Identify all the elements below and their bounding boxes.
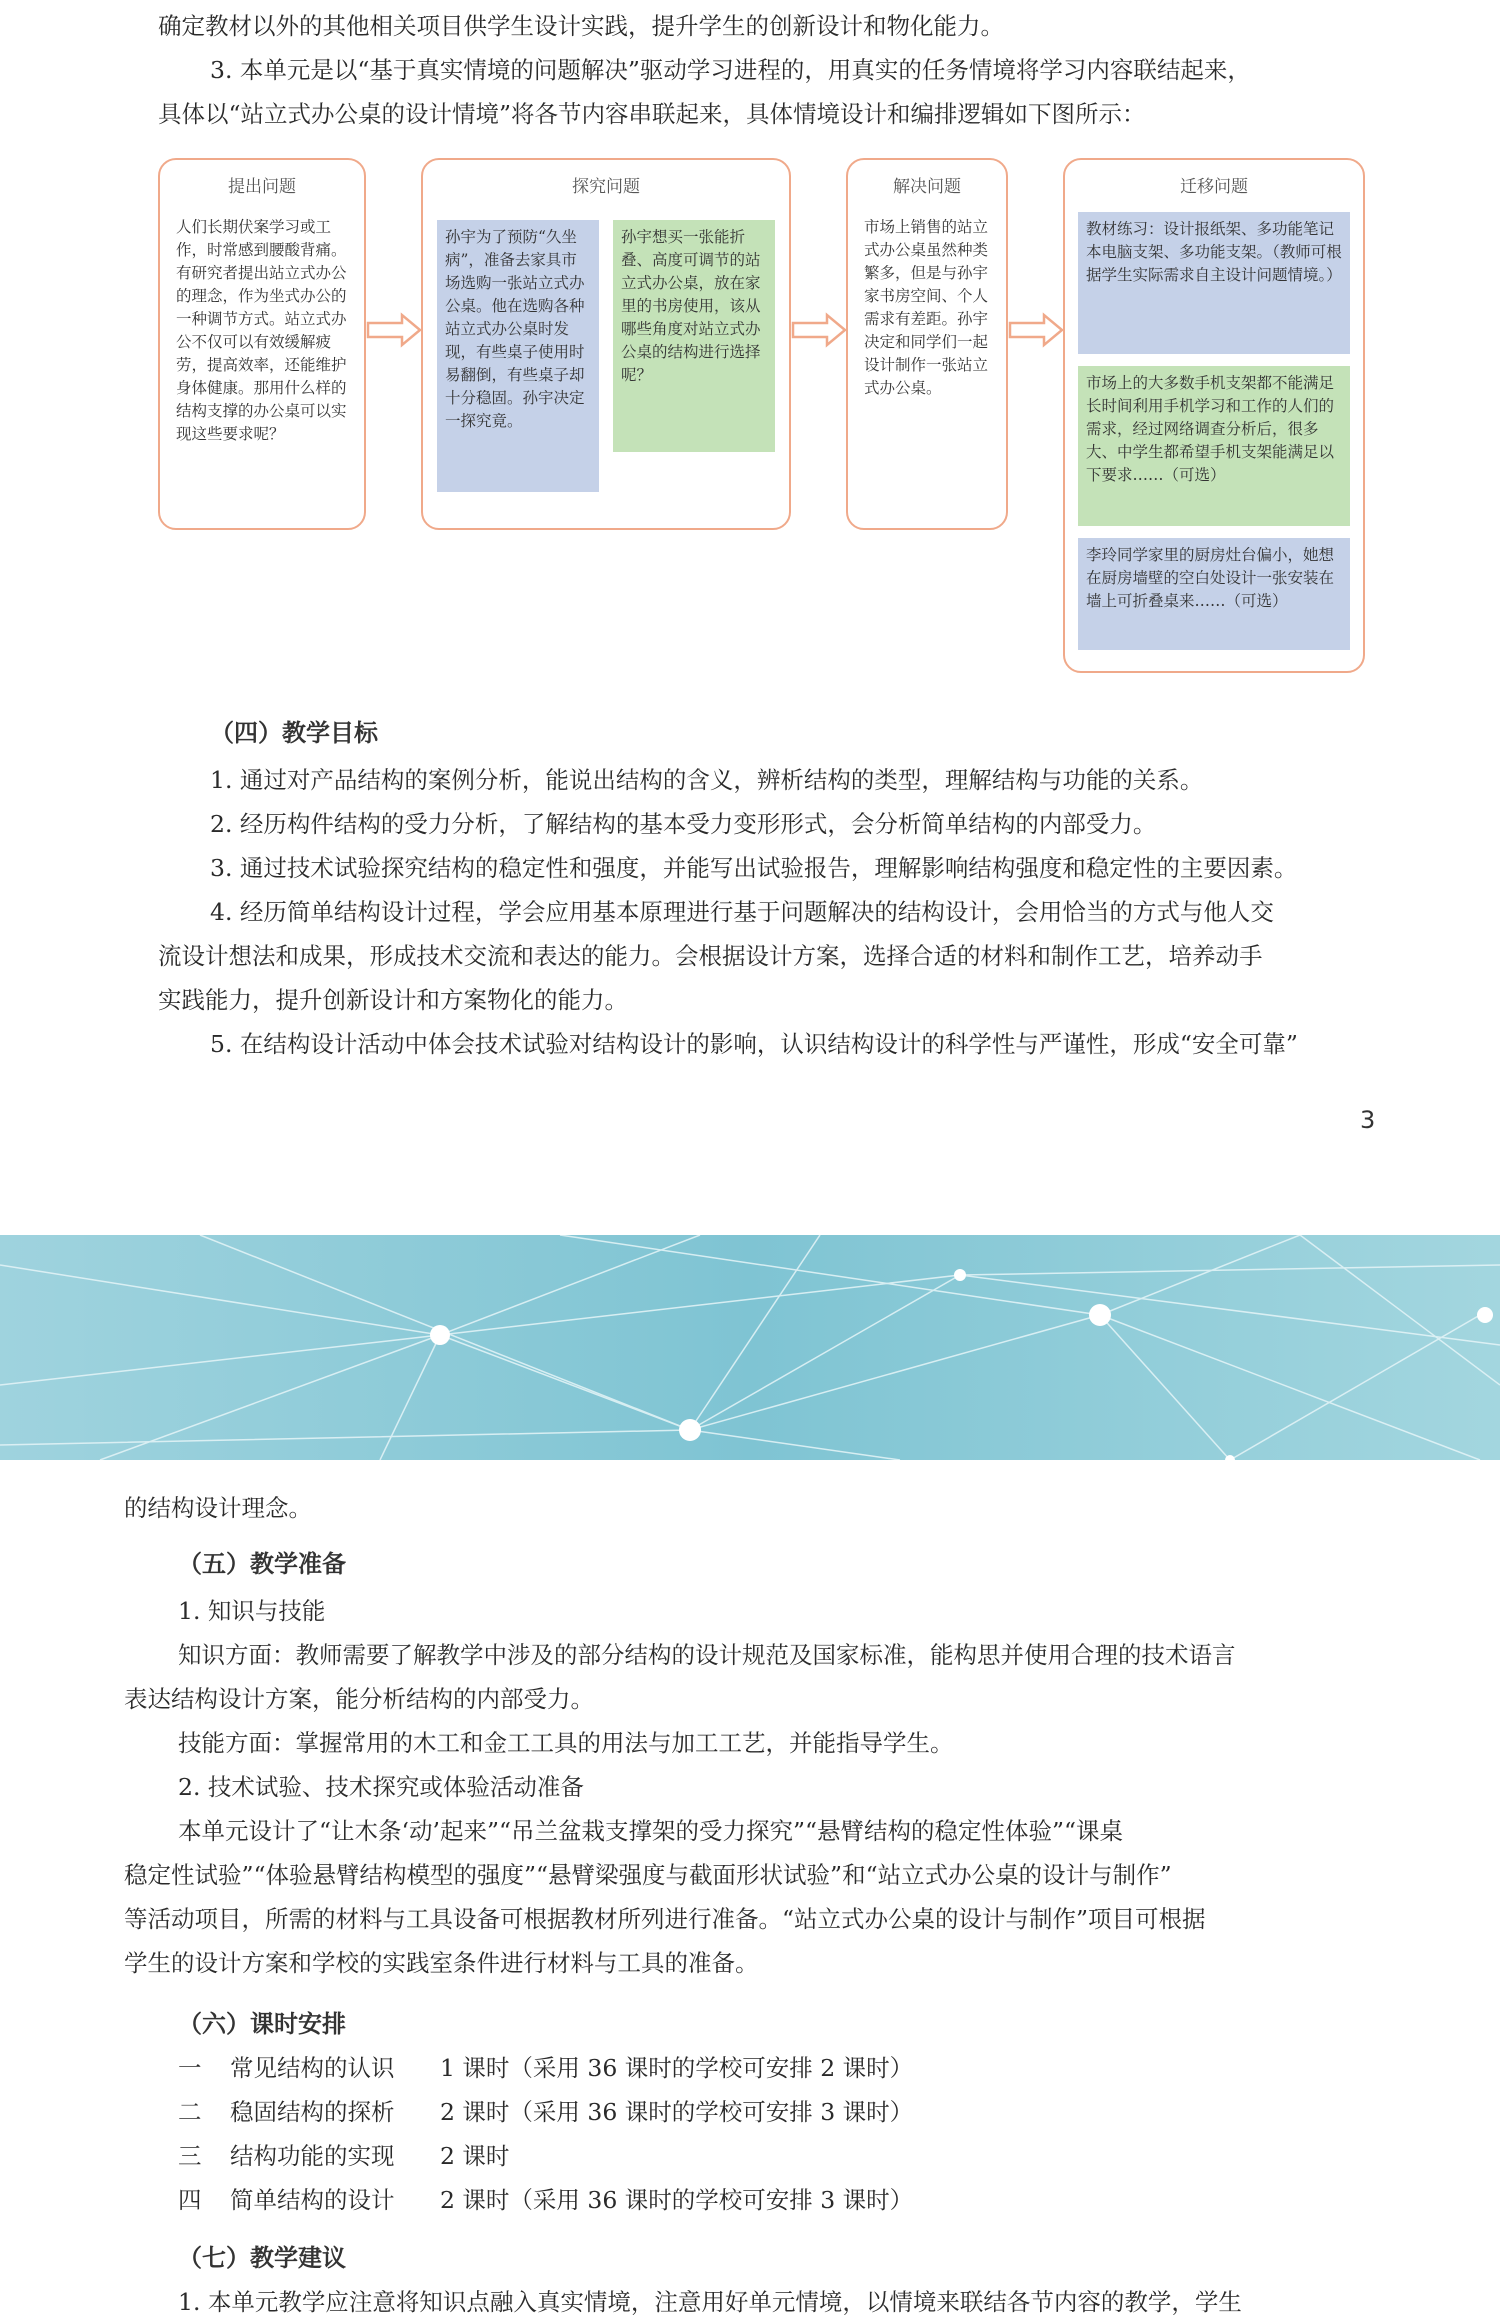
section-heading: （四）教学目标 xyxy=(210,719,378,747)
paragraph-line: 流设计想法和成果，形成技术交流和表达的能力。会根据设计方案，选择合适的材料和制作工艺，培养动手 xyxy=(158,942,1263,970)
paragraph-line: 技能方面：掌握常用的木工和金工工具的用法与加工工艺，并能指导学生。 xyxy=(178,1729,954,1757)
section-heading: （七）教学建议 xyxy=(178,2244,346,2272)
paragraph-line: 实践能力，提升创新设计和方案物化的能力。 xyxy=(158,986,628,1014)
stage-transfer-problem xyxy=(1063,158,1365,673)
schedule-time: 2 课时（采用 36 课时的学校可安排 3 课时） xyxy=(440,2098,914,2126)
schedule-row xyxy=(178,2138,509,2174)
schedule-num: 三 xyxy=(178,2142,202,2170)
schedule-num: 四 xyxy=(178,2186,202,2214)
paragraph-line: 知识方面：教师需要了解教学中涉及的部分结构的设计规范及国家标准，能构思并使用合理的技术语言 xyxy=(178,1641,1236,1669)
schedule-num: 一 xyxy=(178,2054,202,2082)
paragraph-line: 表达结构设计方案，能分析结构的内部受力。 xyxy=(124,1685,594,1713)
page-number: 3 xyxy=(1360,1106,1376,1134)
paragraph-line: 的结构设计理念。 xyxy=(124,1494,312,1522)
section-heading: （五）教学准备 xyxy=(178,1550,346,1578)
paragraph-line: 2. 技术试验、技术探究或体验活动准备 xyxy=(178,1773,584,1801)
stage-title: 解决问题 xyxy=(893,177,961,197)
section-heading: （六）课时安排 xyxy=(178,2010,346,2038)
paragraph-line: 具体以“站立式办公桌的设计情境”将各节内容串联起来，具体情境设计和编排逻辑如下图所示： xyxy=(158,100,1146,128)
scenario-box-blue: 李玲同学家里的厨房灶台偏小，她想在厨房墙壁的空白处设计一张安装在墙上可折叠桌来……（可选） xyxy=(1078,538,1350,650)
scenario-box-blue: 教材练习：设计报纸架、多功能笔记本电脑支架、多功能支架。（教师可根据学生实际需求自主设计问题情境。） xyxy=(1078,212,1350,354)
schedule-name: 简单结构的设计 xyxy=(230,2186,395,2214)
stage-title: 迁移问题 xyxy=(1180,177,1248,197)
paragraph-line: 2. 经历构件结构的受力分析，了解结构的基本受力变形形式，会分析简单结构的内部受力。 xyxy=(210,810,1157,838)
stage-title: 探究问题 xyxy=(572,177,640,197)
schedule-time: 2 课时（采用 36 课时的学校可安排 3 课时） xyxy=(440,2186,914,2214)
paragraph-line: 1. 知识与技能 xyxy=(178,1597,326,1625)
schedule-name: 稳固结构的探析 xyxy=(230,2098,395,2126)
schedule-name: 结构功能的实现 xyxy=(230,2142,395,2170)
schedule-row xyxy=(178,2182,913,2218)
scenario-box-blue: 孙宇为了预防“久坐病”，准备去家具市场选购一张站立式办公桌。他在选购各种站立式办公桌时发现，有些桌子使用时易翻倒，有些桌子却十分稳固。孙宇决定一探究竟。 xyxy=(437,220,599,492)
stage-text: 人们长期伏案学习或工作，时常感到腰酸背痛。有研究者提出站立式办公的理念，作为坐式办公的一种调节方式。站立式办公不仅可以有效缓解疲劳，提高效率，还能维护身体健康。那用什么样的结构支撑的办公桌可以实现这些要求呢？ xyxy=(176,218,347,443)
schedule-num: 二 xyxy=(178,2098,202,2126)
paragraph-line: 4. 经历简单结构设计过程，学会应用基本原理进行基于问题解决的结构设计，会用恰当的方式与他人交 xyxy=(210,898,1274,926)
stage-raise-problem xyxy=(158,158,366,530)
arrow-right-icon xyxy=(366,312,422,348)
arrow-right-icon xyxy=(791,312,847,348)
scenario-box-green: 市场上的大多数手机支架都不能满足长时间利用手机学习和工作的人们的需求，经过网络调查分析后，很多大、中学生都希望手机支架能满足以下要求……（可选） xyxy=(1078,366,1350,526)
schedule-name: 常见结构的认识 xyxy=(230,2054,395,2082)
paragraph-line: 3. 通过技术试验探究结构的稳定性和强度，并能写出试验报告，理解影响结构强度和稳定性的主要因素。 xyxy=(210,854,1298,882)
stage-title: 提出问题 xyxy=(228,177,296,197)
schedule-row xyxy=(178,2050,913,2086)
scenario-box-green: 孙宇想买一张能折叠、高度可调节的站立式办公桌，放在家里的书房使用，该从哪些角度对站立式办公桌的结构进行选择呢？ xyxy=(613,220,775,452)
schedule-time: 2 课时 xyxy=(440,2142,510,2170)
paragraph-line: 1. 本单元教学应注意将知识点融入真实情境，注意用好单元情境，以情境来联结各节内容的教学，学生 xyxy=(178,2288,1242,2316)
arrow-right-icon xyxy=(1008,312,1064,348)
schedule-time: 1 课时（采用 36 课时的学校可安排 2 课时） xyxy=(440,2054,914,2082)
paragraph-line: 本单元设计了“让木条‘动’起来”“吊兰盆栽支撑架的受力探究”“悬臂结构的稳定性体验”“课桌 xyxy=(178,1817,1124,1845)
decorative-network-banner xyxy=(0,1235,1500,1460)
paragraph-line: 等活动项目，所需的材料与工具设备可根据教材所列进行准备。“站立式办公桌的设计与制作”项目可根据 xyxy=(124,1905,1206,1933)
schedule-row xyxy=(178,2094,913,2130)
paragraph-line: 3. 本单元是以“基于真实情境的问题解决”驱动学习进程的，用真实的任务情境将学习内容联结起来， xyxy=(210,56,1251,84)
paragraph-line: 1. 通过对产品结构的案例分析，能说出结构的含义，辨析结构的类型，理解结构与功能的关系。 xyxy=(210,766,1204,794)
paragraph-line: 确定教材以外的其他相关项目供学生设计实践，提升学生的创新设计和物化能力。 xyxy=(158,12,1004,40)
stage-text: 市场上销售的站立式办公桌虽然种类繁多，但是与孙宇家书房空间、个人需求有差距。孙宇决定和同学们一起设计制作一张站立式办公桌。 xyxy=(864,218,989,397)
stage-solve-problem xyxy=(846,158,1008,530)
paragraph-line: 5. 在结构设计活动中体会技术试验对结构设计的影响，认识结构设计的科学性与严谨性，形成“安全可靠” xyxy=(210,1030,1298,1058)
paragraph-line: 稳定性试验”“体验悬臂结构模型的强度”“悬臂梁强度与截面形状试验”和“站立式办公桌的设计与制作” xyxy=(124,1861,1172,1889)
stage-explore-problem xyxy=(421,158,791,530)
paragraph-line: 学生的设计方案和学校的实践室条件进行材料与工具的准备。 xyxy=(124,1949,759,1977)
